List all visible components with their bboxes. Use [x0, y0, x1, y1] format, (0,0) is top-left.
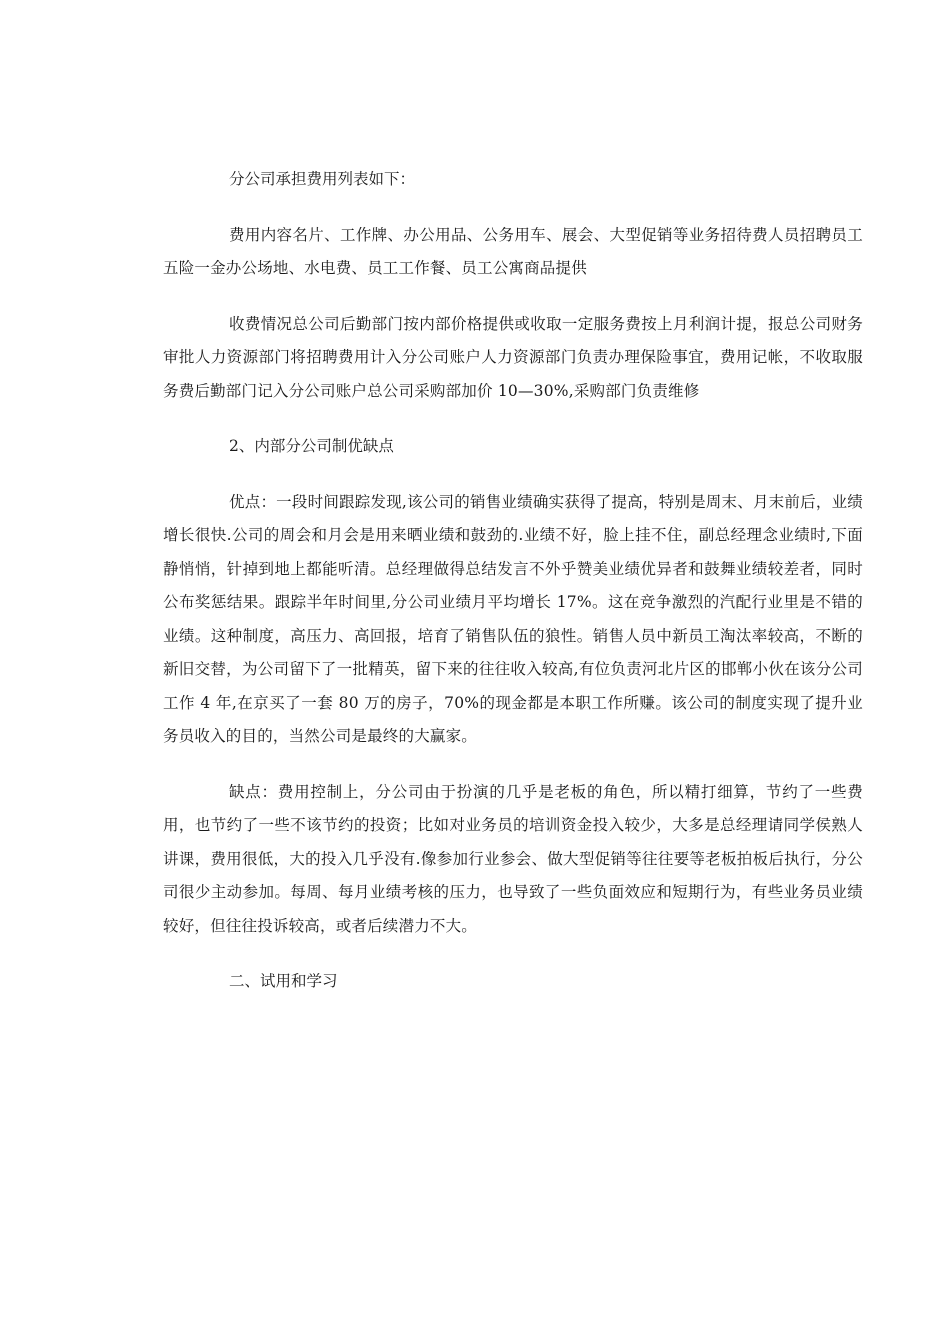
fee-list-intro: 分公司承担费用列表如下： [229, 170, 416, 188]
disadvantages-paragraph: 缺点：费用控制上，分公司由于扮演的几乎是老板的角色，所以精打细算，节约了一些费用，也节约了一些不该节约的投资；比如对业务员的培训资金投入较少，大多是总经理请同学侯熟人讲课，费用很低，大的投入几乎没有.像参加行业参会、做大型促销等往往要等老板拍板后执行，分公司很少主动参加。每周、每月业绩考核的压力，也导致了一些负面效应和短期行为，有些业务员业绩较好，但往往投诉较高，或者后续潜力不大。 [163, 782, 863, 935]
fee-collection-paragraph: 收费情况总公司后勤部门按内部价格提供或收取一定服务费按上月利润计提，报总公司财务审批人力资源部门将招聘费用计入分公司账户人力资源部门负责办理保险事宜，费用记帐，不收取服务费后勤部门记入分公司账户总公司采购部加价 10—30%,采购部门负责维修 [163, 314, 863, 400]
fee-content-paragraph: 费用内容名片、工作牌、办公用品、公务用车、展会、大型促销等业务招待费人员招聘员工五险一金办公场地、水电费、员工工作餐、员工公寓商品提供 [163, 225, 863, 277]
document-body [163, 163, 863, 1021]
advantages-paragraph: 优点：一段时间跟踪发现,该公司的销售业绩确实获得了提高，特别是周末、月末前后，业绩增长很快.公司的周会和月会是用来晒业绩和鼓劲的.业绩不好，脸上挂不住，副总经理念业绩时,下面静悄悄，针掉到地上都能听清。总经理做得总结发言不外乎赞美业绩优异者和鼓舞业绩较差者，同时公布奖惩结果。跟踪半年时间里,分公司业绩月平均增长 17%。这在竞争激烈的汽配行业里是不错的业绩。这种制度，高压力、高回报，培育了销售队伍的狼性。销售人员中新员工淘汰率较高，不断的新旧交替，为公司留下了一批精英，留下来的往往收入较高,有位负责河北片区的邯郸小伙在该分公司工作 4 年,在京买了一套 80 万的房子，70%的现金都是本职工作所赚。该公司的制度实现了提升业务员收入的目的，当然公司是最终的大赢家。 [163, 492, 863, 745]
section-heading-trial: 二、试用和学习 [229, 972, 338, 990]
section-heading-pros-cons: 2、内部分公司制优缺点 [229, 437, 394, 455]
